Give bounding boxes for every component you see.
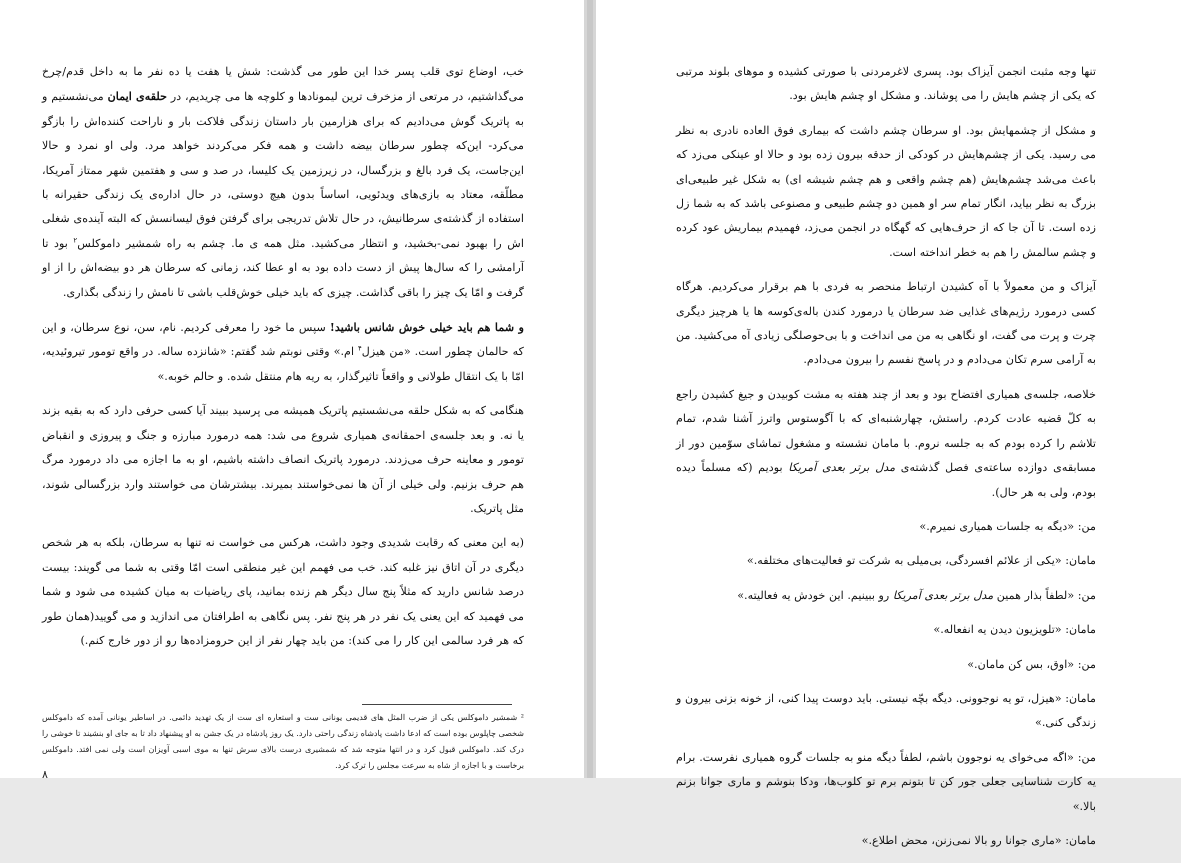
left-page-body	[42, 60, 524, 663]
show-title: مدل برتر بعدی آمریکا	[892, 588, 994, 602]
dialogue-line: مامان: «یکی از علائم افسردگی، بی‌میلی به شرکت تو فعالیت‌های مختلفه.»	[746, 554, 1096, 568]
paragraph: و شما هم باید خیلی خوش شانس باشید! سپس ما خود را معرفی کردیم. نام، سن، نوع سرطان، و این که حالمان چطور است. «من هیزل$^۴$ ام.» وقتی نوبتم شد گفتم: «شانزده ساله. در واقع تومور تیروئیدیه، امّا با یک انتقال طولانی و واقعاً تاثیرگذار، به ریه هام منتقل شده. و حالم خوبه.»	[42, 320, 524, 383]
footnote-divider	[362, 704, 512, 705]
footnote-ref: ۲	[73, 236, 78, 245]
emphasis: و شما هم باید خیلی خوش شانس باشید!	[329, 320, 524, 335]
paragraph: و مشکل از چشمهایش بود. او سرطان چشم داشت که بیماری فوق العاده نادری به نظر می رسید. یکی از چشم‌هایش در کودکی از حدقه بیرون زده بود و حالا او عینکی می‌زد که باعث می‌شد چشم‌هایش (هم چشم واقعی و هم چشم شیشه ای) به شکل غیر طبیعی‌ای بزرگ به نظر بیاید، انگار تمام سر او همین دو چشم طبیعی و مصنوعی باشد که به شما زل زده است. تا آن جا که از حرف‌هایی که گهگاه در انجمن می‌زد، فهمیدم بیماریش عود کرده و چشم سالمش را هم به خطر انداخته است.	[676, 123, 1096, 259]
right-page-body	[676, 60, 1096, 863]
paragraph: هنگامی که به شکل حلقه می‌نشستیم پاتریک همیشه می پرسید ببیند آیا کسی حرفی دارد که به بقیه بزند یا نه. و بعد جلسه‌ی احمقانه‌ی همیاری شروع می شد: همه درمورد مبارزه و جنگ و پیروزی و انقباض تومور و معاینه حرف می‌زدند. درمورد پاتریک انصاف داشته باشیم، او به ما اجازه می داد درمورد مرگ هم حرف بزنیم. ولی خیلی از آن ها نمی‌خواستند بمیرند. بیشترشان می خواستند وارد بزرگسالی شوند، مثل پاتریک.	[42, 404, 524, 515]
paragraph: خب، اوضاع توی قلب پسر خدا این طور می گذشت: شش یا هفت یا ده نفر ما به داخل قدم/چرخ می‌گذاشتیم، در مرتعی از مزخرف ترین لیموناد‌ها و کلوچه ها می چریدیم، در حلقه‌ی ایمان می‌نشستیم و به پاتریک گوش می‌دادیم که برای هزارمین بار داستان زندگی فلاکت بار و ناراحت کننده‌اش را بازگو می‌کرد- این‌که چطور سرطان بیضه داشت و همه فکر می‌کردند خواهد مرد. ولی او نمرد و حالا این‌جاست، یک فرد بالغ و بزرگسال، در زیرزمین یک کلیسا، در صد و سی و هفتمین شهر ممتاز آمریکا، مطلّقه، معتاد به بازی‌های ویدئویی، اساساً بدون هیچ دوستی، در حال اداره‌ی یک زندگی حقیرانه با استفاده از گذشته‌ی سرطانیش، در حال تلاش تدریجی برای گرفتن فوق لیسانسش که البته آینده‌ی شغلی اش را بهبود نمی-بخشید، و انتظار می‌کشید. مثل همه ی ما. چشم به راه شمشیر داموکلس$^۲$ بود تا آرامشی را که سال‌ها پیش از دست داده بود به او عطا کند، زمانی که سرطان هر دو بیضه‌اش را از او گرفت و امّا یک چیز را باقی گذاشت. چیزی که باید خیلی خوش‌قلب باشی تا نامش را زندگی بگذاری.	[42, 65, 525, 299]
paragraph: خلاصه، جلسه‌ی همیاری افتضاح بود و بعد از چند هفته به مشت کوبیدن و جیغ کشیدن راجع به کلّ قضیه عادت کردم. راستش، چهارشنبه‌ای که با آگوستوس واترز آشنا شدم، تمام تلاشم را کرده بودم که به جلسه نروم. با مامان نشسته و مشغول تماشای سوّمین دور از مسابقه‌ی دوازده ساعته‌ی فصل گذشته‌ی مدل برتر بعدی آمریکا بودیم (که مسلماً دیده بودم، ولی به هر حال).	[676, 387, 1096, 499]
emphasis: حلقه‌ی ایمان	[107, 89, 168, 104]
paragraph: آیزاک و من معمولاً با آه کشیدن ارتباط منحصر به فردی با هم برقرار می‌کردیم. هرگاه کسی درمورد رژیم‌های غذایی ضد سرطان یا درمورد کندن باله‌ی‌کوسه ها یا هرچیز دیگری چرت و پرت می گفت، او نگاهی به من می انداخت و با بی‌حوصلگی زیادی آه می‌کشید. من به آرامی سرم تکان می‌دادم و در پاسخ نفسم را بیرون می‌دادم.	[676, 280, 1096, 367]
dialogue-line: من: «اگه می‌خوای یه نوجوون باشم، لطفاً دیگه منو به جلسات گروه همیاری نفرست. برام یه کارت شناسایی جعلی جور کن تا بتونم برم تو کلوب‌ها، ودکا بنوشم و ماری جوانا بزنم بالا.»	[676, 750, 1096, 813]
dialogue-line: مامان: «ماری جوانا رو بالا نمی‌زنن، محض اطلاع.»	[861, 833, 1096, 847]
footnote-ref: ۴	[358, 344, 362, 353]
dialogue-line: من: «اوق، بس کن مامان.»	[967, 657, 1096, 671]
dialogue-line: من: «دیگه به جلسات همیاری نمیرم.»	[919, 519, 1096, 533]
page-number: ۸	[42, 768, 48, 781]
dialogue-line: مامان: «هیزل، تو یه نوجوونی. دیگه بچّه نیستی. باید دوست پیدا کنی، از خونه بزنی بیرون و زندگی کنی.»	[676, 691, 1096, 730]
paragraph: تنها وجه مثبت انجمن آیزاک بود. پسری لاغرمردنی با صورتی کشیده و موهای بلوند مرتبی که یکی از چشم هایش را می پوشاند. و مشکل او چشم هایش بود.	[676, 65, 1096, 103]
footnote: ² شمشیر داموکلس یکی از ضرب المثل های قدیمی یونانی ست و استعاره ای ست از یک تهدید دائمی. در اساطیر یونانی آمده که داموکلس شخصی چاپلوس بوده است که ادعا داشت پادشاه زندگی راحتی دارد. یک روز پادشاه در یک جشن به او پیشنهاد داد تا به جای او بنشیند تا خوشی را درک کند. داموکلس قبول کرد و در انتها متوجه شد که شمشیری درست بالای سرش تنها به موی اسبی آویزان است ولی نمی افتد. داموکلس برخاست و با اجازه از شاه به سرعت مجلس را ترک کرد.	[42, 713, 524, 770]
show-title: مدل برتر بعدی آمریکا	[788, 461, 896, 475]
dialogue-line: من: «لطفاً بذار همین مدل برتر بعدی آمریکا رو ببینیم. این خودش یه فعالیته.»	[737, 588, 1096, 602]
scrollbar[interactable]	[587, 0, 593, 778]
paragraph: (به این معنی که رقابت شدیدی وجود داشت، هرکس می خواست نه تنها به سرطان، بلکه به هر شخص دیگری در آن اتاق نیز غلبه کند. خب می فهمم این غیر منطقی است امّا وقتی به شما می گویند: بیست درصد شانس دارید که مثلاً پنج سال دیگر هم زنده بمانید، پای ریاضیات به میان کشیده می شود و شما می فهمید که این یعنی یک نفر در هر پنج نفر. پس نگاهی به اطرافتان می اندازید و می گویید(همان طور که هر فرد سالمی این کار را می کند): من باید چهار نفر از این حرومزاده‌ها رو از دور خارج کنم.)	[42, 536, 524, 647]
dialogue-line: مامان: «تلویزیون دیدن یه انفعاله.»	[933, 623, 1096, 637]
